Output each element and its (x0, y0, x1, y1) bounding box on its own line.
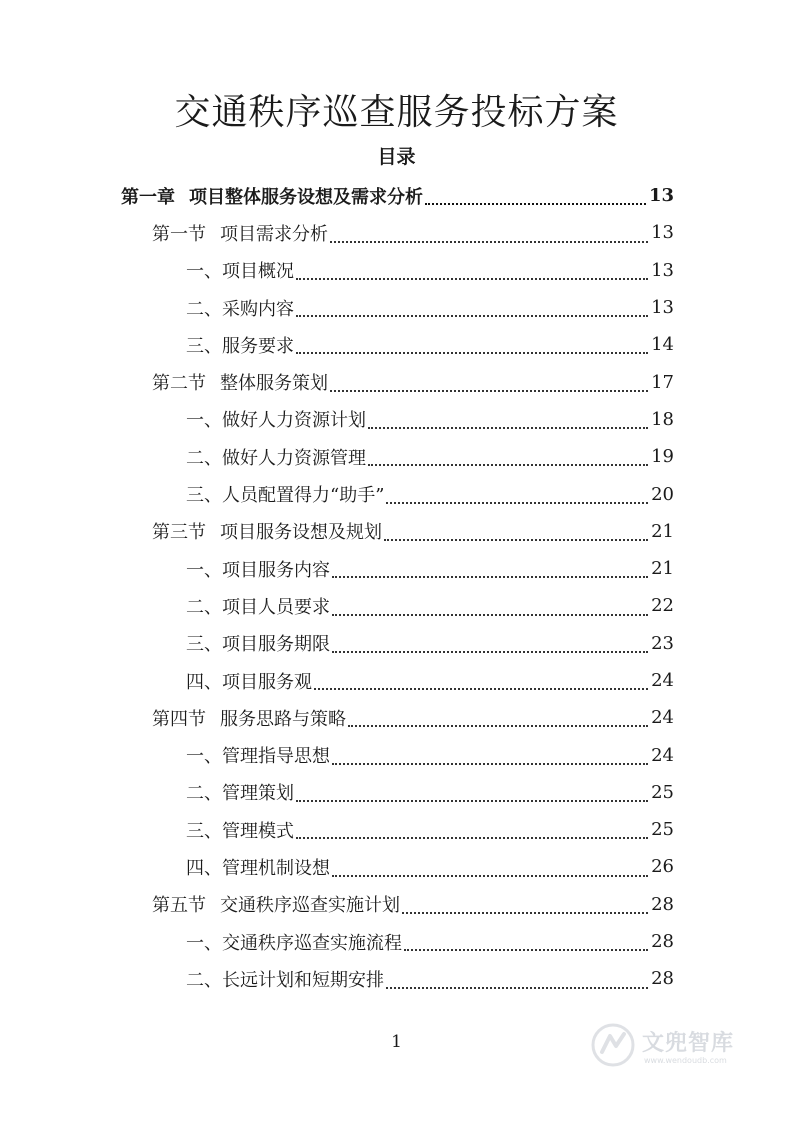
toc-entry-number: 三、 (186, 820, 222, 842)
toc-entry-subsection[interactable] (0, 960, 793, 997)
toc-page-number: 20 (651, 483, 674, 505)
toc-entry-section[interactable] (0, 363, 793, 400)
toc-page-number: 13 (648, 185, 674, 207)
toc-entry-number: 第一节 (152, 223, 206, 245)
toc-entry-label (121, 183, 423, 209)
toc-entry-number: 一、 (186, 932, 222, 954)
toc-entry-number: 二、 (186, 969, 222, 991)
toc-entry-label (186, 966, 384, 992)
toc-entry-number: 四、 (186, 857, 222, 879)
toc-dot-leader (348, 707, 648, 727)
toc-entry-section[interactable] (0, 214, 793, 251)
toc-entry-label (186, 295, 294, 321)
toc-page-number: 24 (651, 744, 674, 766)
toc-entry-label (186, 668, 312, 694)
toc-entry-label (186, 742, 330, 768)
toc-dot-leader (332, 558, 648, 578)
toc-entry-text: 项目人员要求 (222, 596, 330, 618)
toc-entry-label (186, 332, 294, 358)
toc-dot-leader (332, 857, 648, 877)
toc-entry-text: 人员配置得力“助手” (222, 485, 385, 507)
toc-dot-leader (296, 819, 648, 839)
toc-entry-text: 管理机制设想 (222, 857, 330, 879)
toc-entry-section[interactable] (0, 513, 793, 550)
toc-dot-leader (368, 409, 648, 429)
toc-page-number: 23 (651, 632, 674, 654)
toc-entry-subsection[interactable] (0, 326, 793, 363)
toc-entry-label (186, 779, 294, 805)
toc-entry-subsection[interactable] (0, 289, 793, 326)
toc-entry-label (186, 593, 330, 619)
toc-entry-number: 三、 (186, 634, 222, 656)
toc-page-number: 25 (651, 819, 674, 841)
toc-page-number: 28 (651, 931, 674, 953)
toc-entry-label (152, 891, 400, 917)
page-number: 1 (391, 1032, 402, 1052)
toc-entry-label (152, 518, 382, 544)
toc-entry-number: 一、 (186, 746, 222, 768)
toc-entry-number: 一、 (186, 261, 222, 283)
toc-page-number: 13 (651, 259, 674, 281)
toc-page-number: 24 (651, 707, 674, 729)
toc-entry-text: 做好人力资源管理 (222, 447, 366, 469)
toc-entry-subsection[interactable] (0, 550, 793, 587)
toc-dot-leader (332, 596, 648, 616)
toc-entry-text: 项目服务设想及规划 (220, 522, 382, 544)
toc-entry-number: 二、 (186, 596, 222, 618)
toc-entry-text: 项目需求分析 (220, 223, 328, 245)
toc-page-number: 14 (651, 334, 674, 356)
toc-dot-leader (296, 334, 648, 354)
toc-entry-label (186, 556, 330, 582)
toc-entry-subsection[interactable] (0, 923, 793, 960)
toc-entry-text: 服务要求 (222, 335, 294, 357)
toc-entry-subsection[interactable] (0, 401, 793, 438)
toc-dot-leader (386, 969, 648, 989)
toc-page-number: 21 (651, 558, 674, 580)
toc-entry-subsection[interactable] (0, 848, 793, 885)
toc-entry-text: 服务思路与策略 (220, 708, 346, 730)
toc-dot-leader (368, 446, 648, 466)
toc-entry-section[interactable] (0, 886, 793, 923)
toc-entry-number: 一、 (186, 559, 222, 581)
toc-entry-label (186, 630, 330, 656)
toc-entry-chapter[interactable] (0, 177, 793, 214)
toc-page-number: 28 (651, 968, 674, 990)
toc-entry-number: 二、 (186, 298, 222, 320)
toc-page-number: 21 (651, 520, 674, 542)
toc-dot-leader (296, 297, 648, 317)
toc-dot-leader (402, 894, 648, 914)
toc-entry-section[interactable] (0, 699, 793, 736)
toc-entry-text: 交通秩序巡查实施计划 (220, 895, 400, 917)
toc-entry-text: 长远计划和短期安排 (222, 969, 384, 991)
toc-dot-leader (296, 260, 648, 280)
toc-entry-subsection[interactable] (0, 811, 793, 848)
toc-page-number: 24 (651, 670, 674, 691)
toc-entry-number: 第四节 (152, 708, 206, 730)
toc-entry-subsection[interactable] (0, 625, 793, 662)
toc-entry-label (152, 220, 328, 246)
toc-page-number: 19 (651, 446, 674, 468)
toc-entry-number: 四、 (186, 671, 222, 693)
watermark-brand: 文兜智库 (642, 1031, 735, 1056)
toc-dot-leader (384, 521, 648, 541)
toc-entry-text: 管理策划 (222, 783, 294, 805)
toc-page-number: 13 (651, 222, 674, 244)
toc-entry-label (186, 929, 402, 955)
watermark (590, 1020, 760, 1076)
toc-entry-number: 第一章 (121, 186, 175, 208)
toc-entry-subsection[interactable] (0, 252, 793, 289)
toc-entry-text: 采购内容 (222, 298, 294, 320)
watermark-url: www.wendoudb.com (644, 1056, 727, 1065)
toc-entry-text: 项目整体服务设想及需求分析 (189, 186, 423, 208)
toc-page-number: 18 (651, 408, 674, 430)
toc-entry-number: 三、 (186, 485, 222, 507)
toc-page-number: 13 (651, 297, 674, 319)
toc-entry-text: 项目服务期限 (222, 634, 330, 656)
toc-entry-number: 第二节 (152, 373, 206, 395)
toc-dot-leader (425, 185, 646, 205)
toc-entry-number: 第五节 (152, 895, 206, 917)
toc-entry-number: 一、 (186, 410, 222, 432)
toc-entry-text: 项目服务内容 (222, 559, 330, 581)
toc-entry-subsection[interactable] (0, 662, 793, 699)
toc-dot-leader (404, 931, 648, 951)
document-title: 交通秩序巡查服务投标方案 (174, 92, 619, 133)
toc-entry-subsection[interactable] (0, 736, 793, 773)
toc-dot-leader (314, 670, 648, 690)
toc-entry-label (186, 406, 366, 432)
toc-entry-subsection[interactable] (0, 774, 793, 811)
toc-entry-subsection[interactable] (0, 587, 793, 624)
toc-page-number: 22 (651, 595, 674, 617)
toc-entry-number: 三、 (186, 335, 222, 357)
toc-dot-leader (330, 223, 648, 243)
toc-dot-leader (332, 745, 648, 765)
toc-dot-leader (332, 633, 648, 653)
toc-entry-label (186, 444, 366, 470)
toc-page-number: 17 (651, 371, 674, 393)
toc-entry-text: 整体服务策划 (220, 373, 328, 395)
wendou-logo-icon (590, 1022, 636, 1068)
toc-entry-number: 二、 (186, 783, 222, 805)
toc-heading: 目录 (377, 146, 416, 168)
toc-entry-label (186, 817, 294, 843)
toc-entry-label (186, 257, 294, 283)
toc-entry-label (152, 369, 328, 395)
toc-page-number: 26 (651, 856, 674, 878)
toc-entry-text: 项目服务观 (222, 671, 312, 693)
toc-entry-label (186, 481, 384, 507)
toc-entry-number: 二、 (186, 447, 222, 469)
toc-page-number: 28 (651, 893, 674, 915)
toc-entry-subsection[interactable] (0, 438, 793, 475)
toc-entry-text: 管理模式 (222, 820, 294, 842)
toc-entry-text: 管理指导思想 (222, 746, 330, 768)
toc-entry-text: 做好人力资源计划 (222, 410, 366, 432)
toc-entry-label (186, 854, 330, 880)
toc-entry-label (152, 705, 346, 731)
toc-dot-leader (330, 372, 648, 392)
toc-dot-leader (296, 782, 648, 802)
table-of-contents (0, 177, 793, 998)
toc-entry-text: 交通秩序巡查实施流程 (222, 932, 402, 954)
toc-entry-subsection[interactable] (0, 475, 793, 512)
toc-entry-number: 第三节 (152, 522, 206, 544)
toc-entry-text: 项目概况 (222, 261, 294, 283)
toc-dot-leader (386, 484, 648, 504)
toc-page-number: 25 (651, 781, 674, 803)
